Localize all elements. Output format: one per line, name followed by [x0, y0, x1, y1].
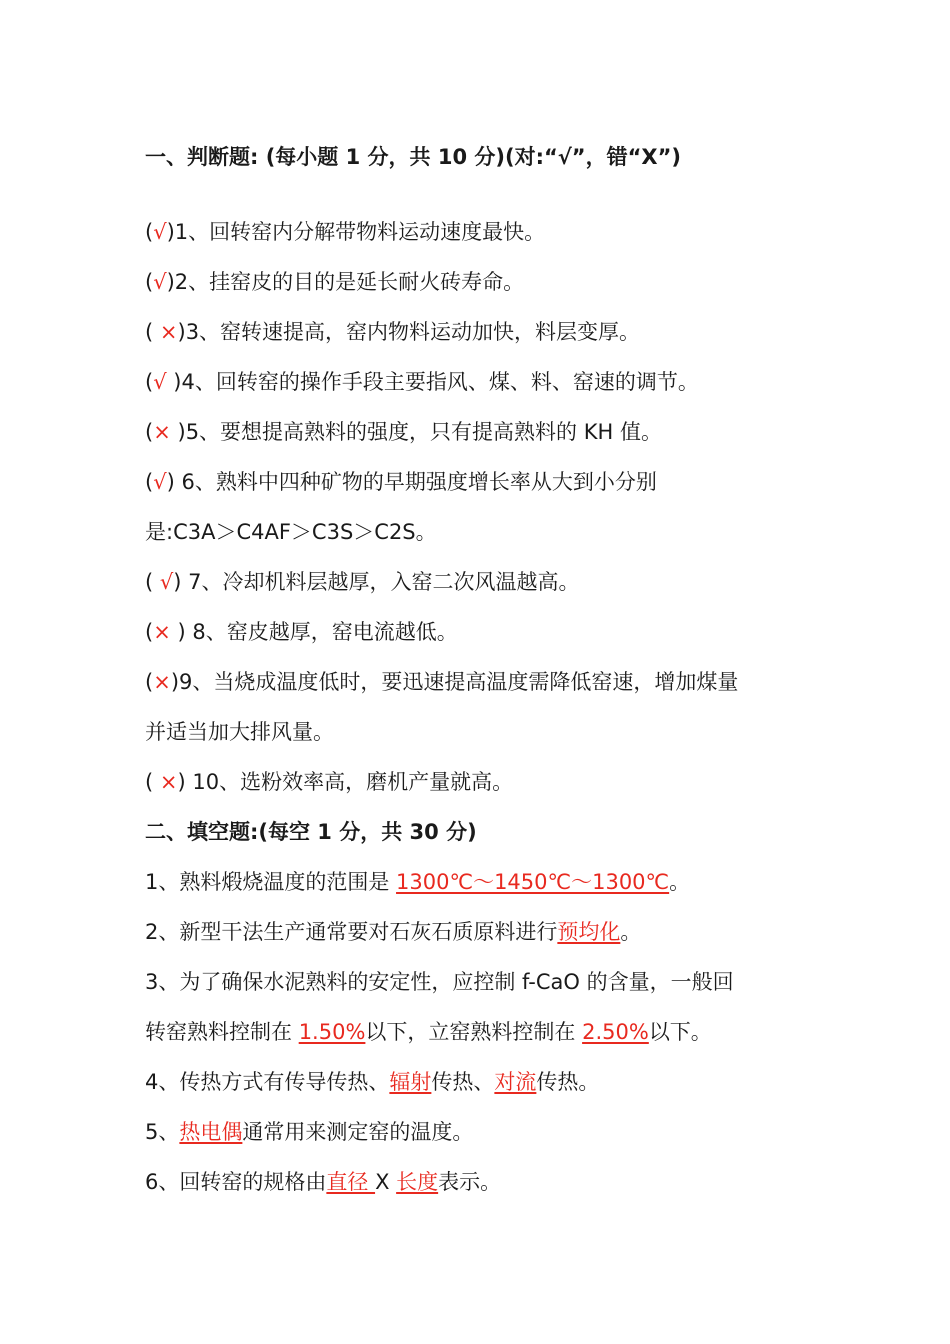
fill-item-4: 4、传热方式有传导传热、辐射传热、对流传热。: [145, 1070, 600, 1094]
answer-blank: 1.50%: [298, 1020, 366, 1044]
section1-heading: 一、判断题: (每小题 1 分，共 10 分)(对:“√”，错“X”): [145, 145, 681, 169]
answer-mark: ×: [153, 620, 171, 644]
answer-mark: √: [153, 220, 167, 244]
answer-blank: 2.50%: [582, 1020, 649, 1044]
fill-item-6: 6、回转窑的规格由直径 X 长度表示。: [145, 1170, 502, 1194]
true-false-list: [145, 207, 805, 807]
answer-mark: √: [153, 270, 167, 294]
fill-item-1: 1、熟料煅烧温度的范围是 1300℃～1450℃～1300℃。: [145, 870, 691, 894]
tf-item-continued: 并适当加大排风量。: [145, 720, 334, 744]
answer-mark: ×: [153, 670, 171, 694]
tf-item: (√)1、回转窑内分解带物料运动速度最快。: [145, 220, 546, 244]
tf-item: (√) 6、熟料中四种矿物的早期强度增长率从大到小分别: [145, 470, 657, 494]
tf-item: (× ) 8、窑皮越厚，窑电流越低。: [145, 620, 458, 644]
tf-item: (√ )4、回转窑的操作手段主要指风、煤、料、窑速的调节。: [145, 370, 699, 394]
answer-mark: √: [159, 570, 174, 594]
tf-item: ( √) 7、冷却机料层越厚，入窑二次风温越高。: [145, 570, 580, 594]
tf-item: (×)9、当烧成温度低时，要迅速提高温度需降低窑速，增加煤量: [145, 670, 739, 694]
answer-blank: 对流: [494, 1070, 537, 1094]
answer-blank: 预均化: [557, 920, 621, 944]
fill-item-3: 3、为了确保水泥熟料的安定性，应控制 f-CaO 的含量，一般回: [145, 970, 734, 994]
answer-blank: 直径: [326, 1170, 376, 1194]
answer-mark: ×: [159, 320, 178, 344]
answer-blank: 长度: [396, 1170, 439, 1194]
answer-mark: ×: [159, 770, 178, 794]
fill-item-2: 2、新型干法生产通常要对石灰石质原料进行预均化。: [145, 920, 642, 944]
answer-blank: 1300℃～1450℃～1300℃: [396, 870, 670, 894]
answer-mark: √: [153, 370, 167, 394]
tf-item: ( ×) 10、选粉效率高，磨机产量就高。: [145, 770, 514, 794]
answer-blank: 热电偶: [179, 1120, 243, 1144]
fill-item-5: 5、热电偶通常用来测定窑的温度。: [145, 1120, 474, 1144]
answer-blank: 辐射: [389, 1070, 432, 1094]
answer-mark: ×: [153, 420, 171, 444]
tf-item-continued: 是:C3A＞C4AF＞C3S＞C2S。: [145, 520, 437, 544]
tf-item: ( ×)3、窑转速提高，窑内物料运动加快，料层变厚。: [145, 320, 641, 344]
tf-item: (× )5、要想提高熟料的强度，只有提高熟料的 KH 值。: [145, 420, 662, 444]
tf-item: (√)2、挂窑皮的目的是延长耐火砖寿命。: [145, 270, 525, 294]
fill-item-3-continued: 转窑熟料控制在 1.50%以下，立窑熟料控制在 2.50%以下。: [145, 1020, 712, 1044]
answer-mark: √: [153, 470, 167, 494]
document-content: [145, 132, 805, 1207]
section2-heading: 二、填空题:(每空 1 分，共 30 分): [145, 820, 477, 844]
